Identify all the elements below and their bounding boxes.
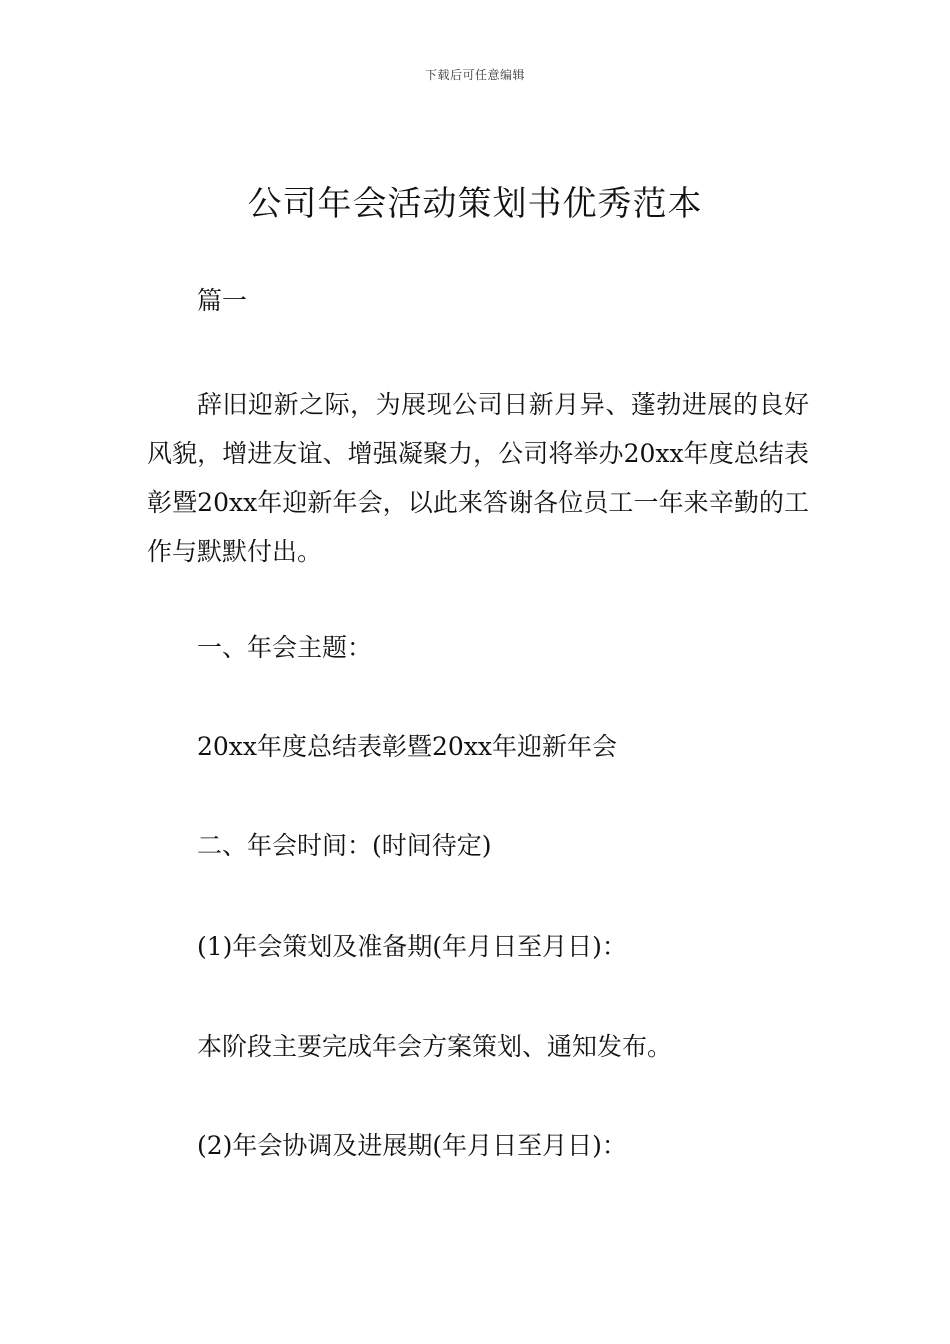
theme-text: 20xx年度总结表彰暨20xx年迎新年会 — [197, 732, 618, 761]
phase-planning-desc: 本阶段主要完成年会方案策划、通知发布。 — [197, 1032, 673, 1061]
header-note: 下载后可任意编辑 — [424, 68, 525, 82]
section-label: 篇一 — [197, 286, 248, 315]
intro-paragraph: 辞旧迎新之际，为展现公司日新月异、蓬勃进展的良好风貌，增进友谊、增强凝聚力，公司将举办20xx年度总结表彰暨20xx年迎新年会，以此来答谢各位员工一年来辛勤的工作与默默付出。 — [147, 390, 809, 566]
heading-theme: 一、年会主题： — [197, 633, 373, 662]
phase-coordination: (2)年会协调及进展期(年月日至月日)： — [197, 1131, 627, 1160]
document-title: 公司年会活动策划书优秀范本 — [247, 184, 703, 224]
heading-time: 二、年会时间：(时间待定) — [197, 831, 492, 860]
phase-planning: (1)年会策划及准备期(年月日至月日)： — [197, 932, 627, 961]
